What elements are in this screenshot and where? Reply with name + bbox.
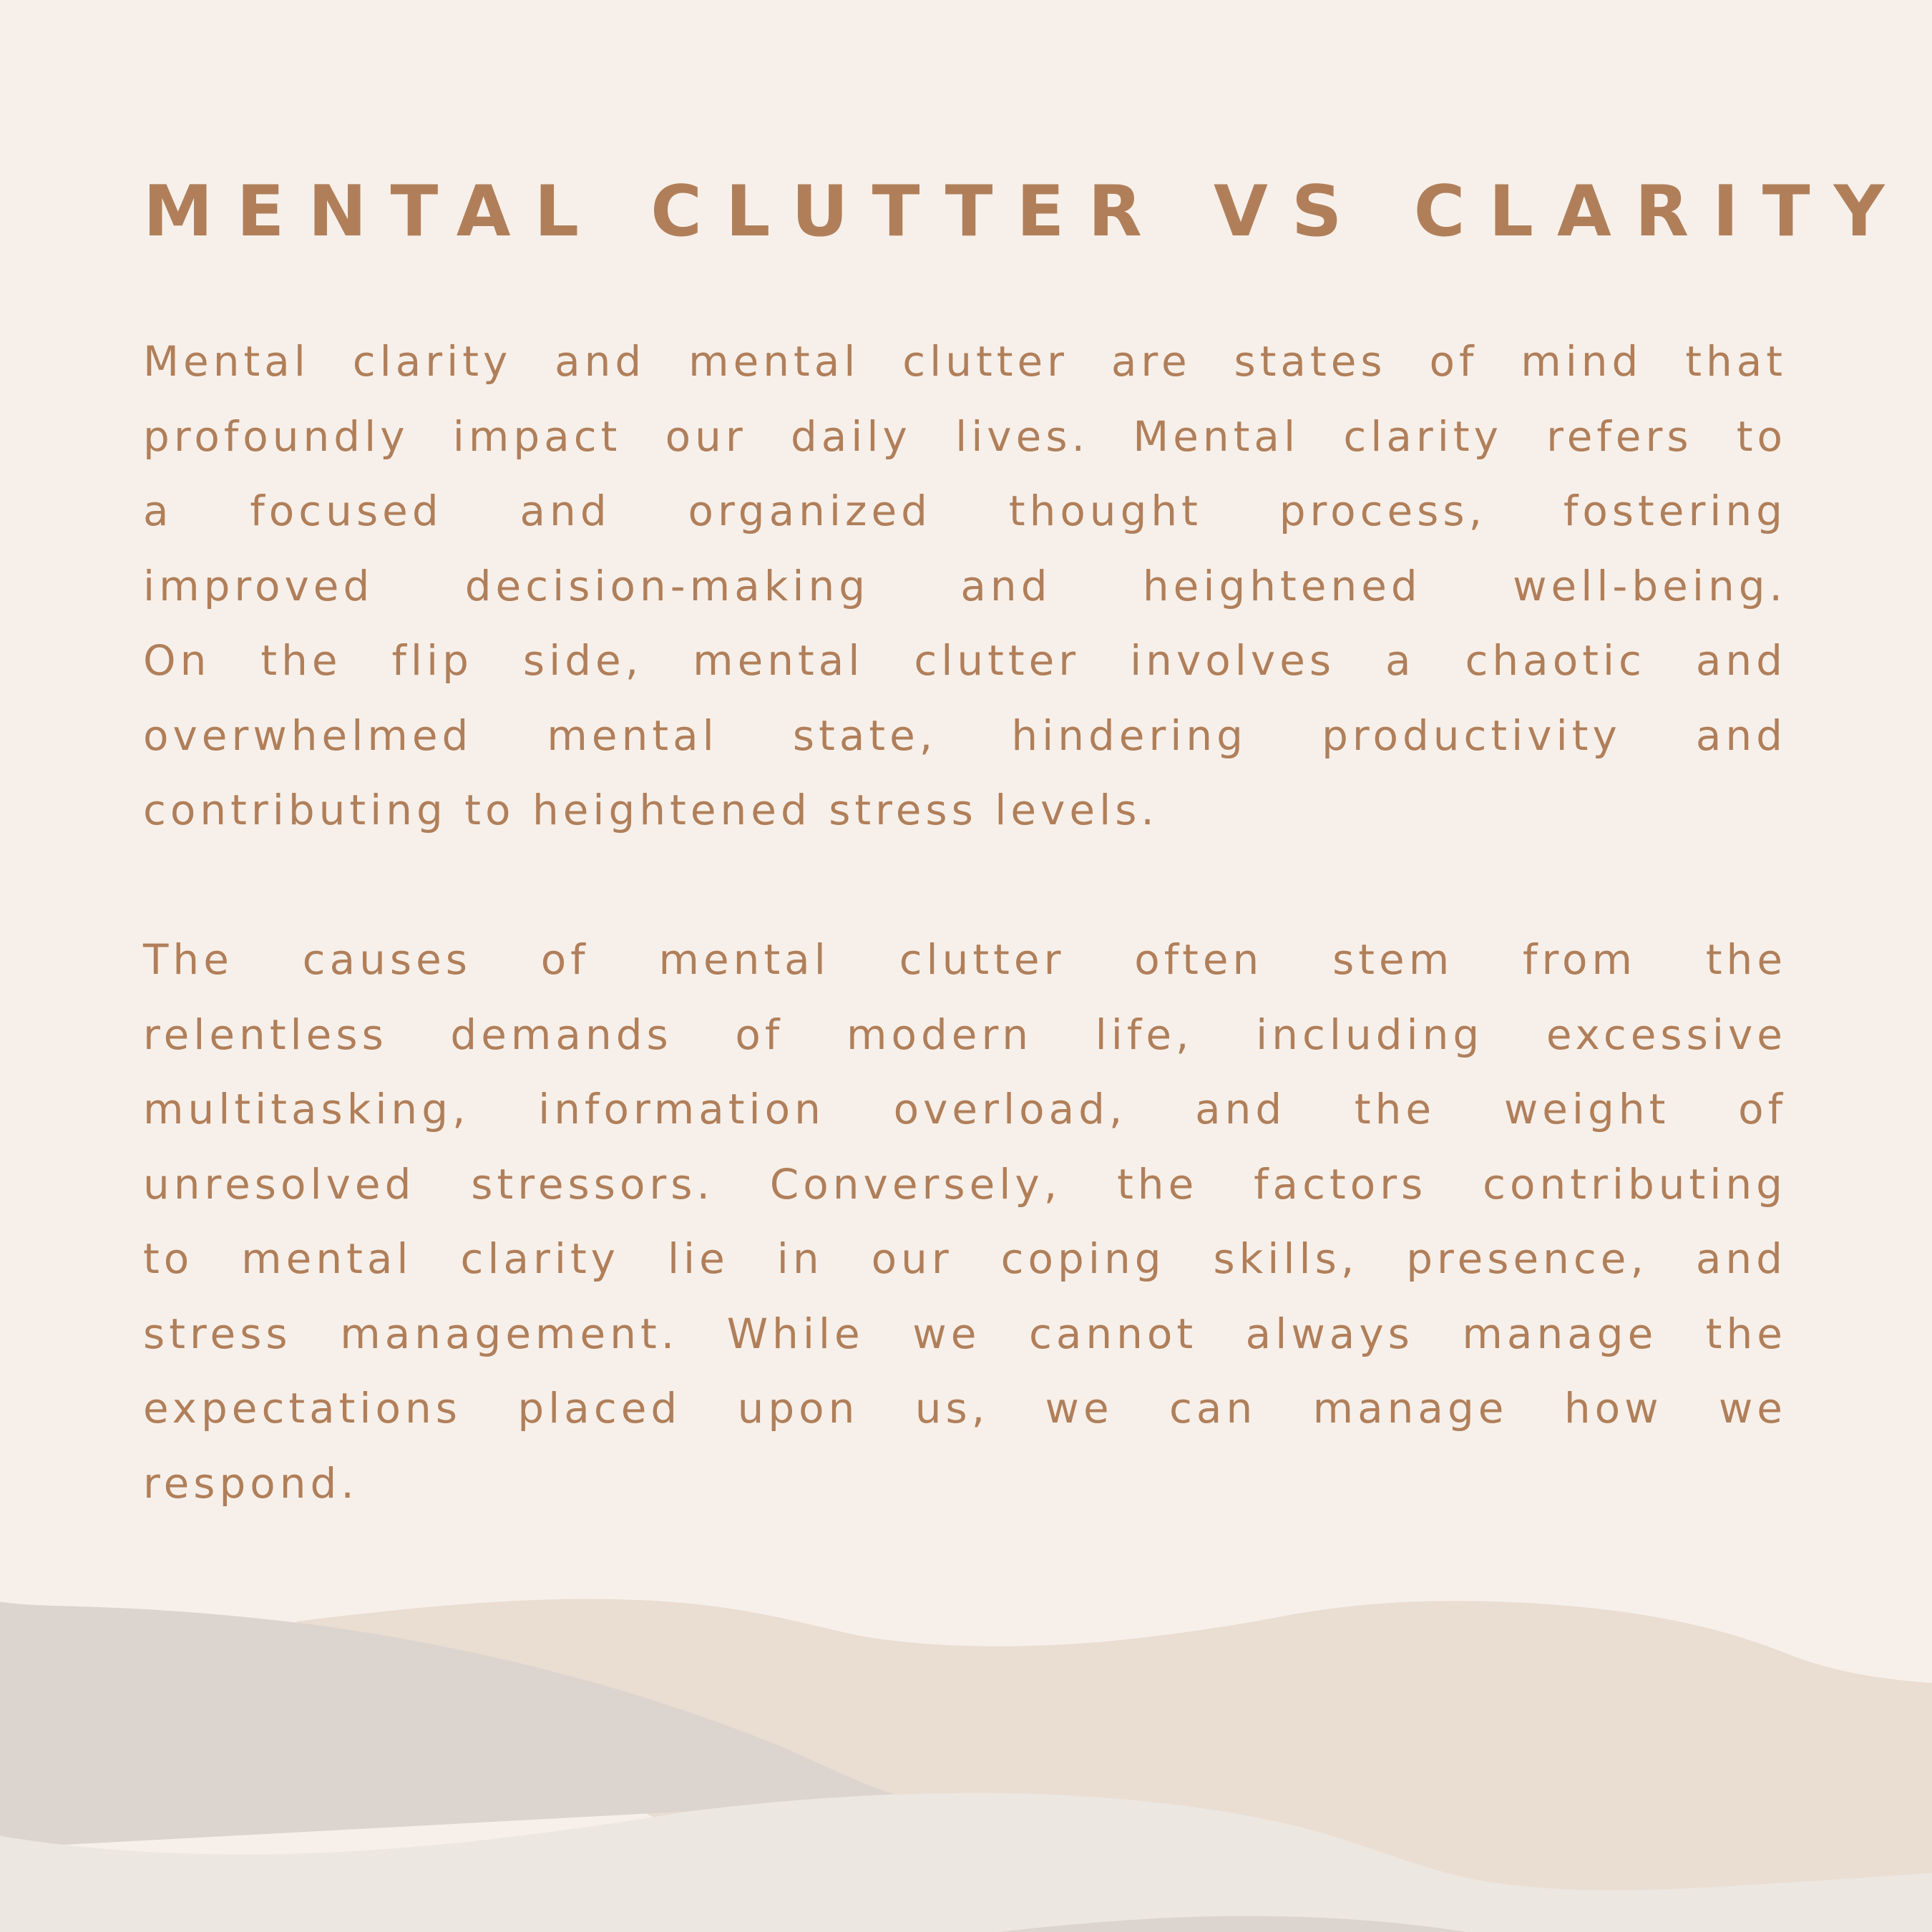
text-line: relentless demands of modern life, including excessive [143,1010,1787,1059]
text-line: profoundly impact our daily lives. Mental clarity refers to [143,411,1787,461]
text-line: contributing to heightened stress levels. [143,786,1158,834]
page-title: MENTAL CLUTTER VS CLARITY [143,171,1908,253]
paragraph-1 [143,324,1787,848]
text-line: The causes of mental clutter often stem from the [143,935,1787,984]
text-line: On the flip side, mental clutter involves a chaotic and [143,636,1787,685]
text-line: a focused and organized thought process, fostering [143,487,1787,535]
text-line: overwhelmed mental state, hindering productivity and [143,711,1787,760]
text-line: stress management. While we cannot always manage the [143,1309,1787,1358]
text-line: unresolved stressors. Conversely, the factors contributing [143,1159,1787,1209]
text-line: to mental clarity lie in our coping skills, presence, and [143,1234,1787,1283]
paragraph-2 [143,922,1787,1521]
text-line: respond. [143,1458,358,1508]
text-line: multitasking, information overload, and the weight of [143,1085,1787,1133]
text-line: Mental clarity and mental clutter are states of mind that [143,337,1787,386]
text-line: improved decision-making and heightened well-being. [143,561,1787,610]
text-line: expectations placed upon us, we can manage how we [143,1384,1787,1433]
